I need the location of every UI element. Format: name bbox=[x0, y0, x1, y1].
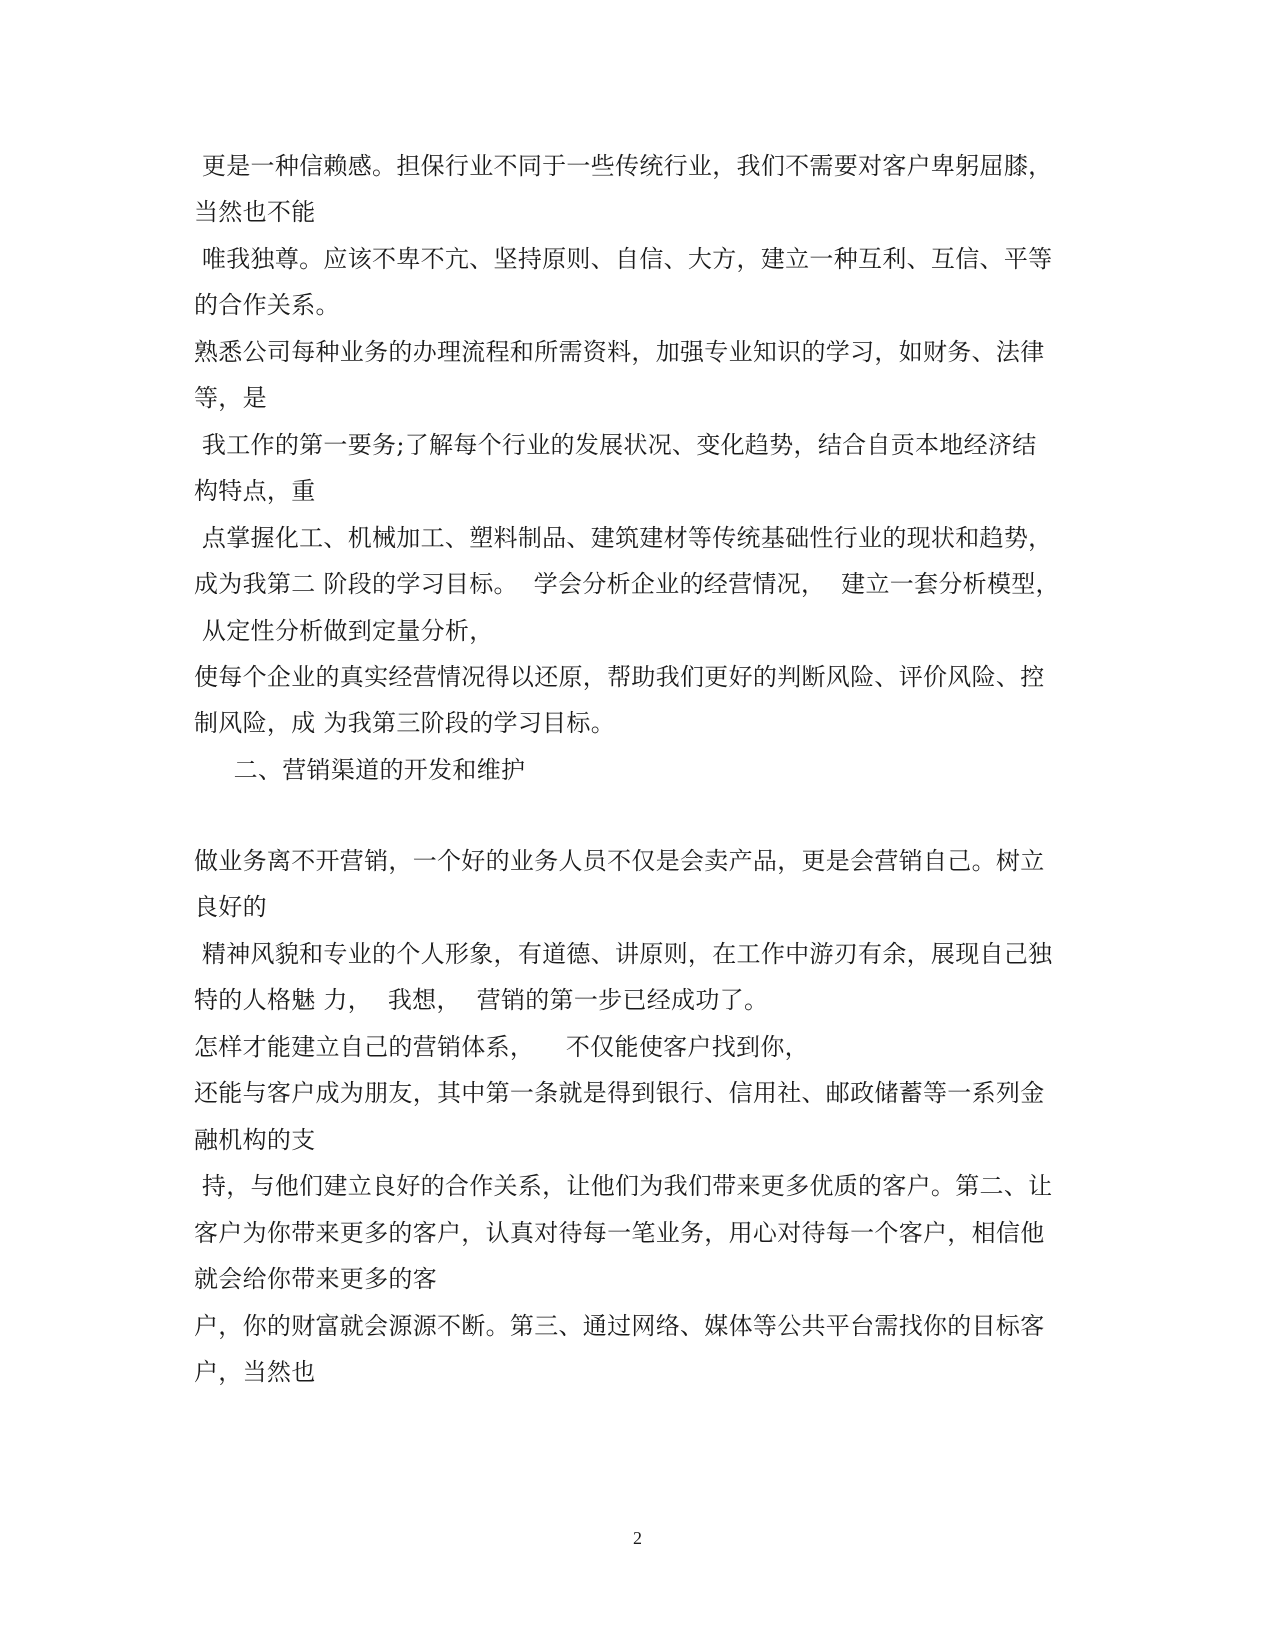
body-text-line: 等，是 bbox=[194, 384, 267, 412]
body-text-line: 特的人格魅 力， 我想， 营销的第一步已经成功了。 bbox=[194, 986, 769, 1014]
body-text-line: 融机构的支 bbox=[194, 1126, 316, 1154]
section-heading: 二、营销渠道的开发和维护 bbox=[194, 756, 526, 784]
page-number: 2 bbox=[633, 1528, 642, 1548]
body-text-line: 使每个企业的真实经营情况得以还原，帮助我们更好的判断风险、评价风险、控 bbox=[194, 663, 1045, 691]
body-text-line: 成为我第二 阶段的学习目标。 学会分析企业的经营情况， 建立一套分析模型， bbox=[194, 570, 1060, 598]
body-text-line: 户，当然也 bbox=[194, 1358, 316, 1386]
body-text-line: 更是一种信赖感。担保行业不同于一些传统行业，我们不需要对客户卑躬屈膝， bbox=[194, 152, 1053, 180]
body-text-line: 还能与客户成为朋友，其中第一条就是得到银行、信用社、邮政储蓄等一系列金 bbox=[194, 1079, 1045, 1107]
body-text-line: 精神风貌和专业的个人形象，有道德、讲原则，在工作中游刃有余，展现自己独 bbox=[194, 940, 1053, 968]
body-text-line: 当然也不能 bbox=[194, 198, 316, 226]
body-text-line: 做业务离不开营销，一个好的业务人员不仅是会卖产品，更是会营销自己。树立 bbox=[194, 847, 1045, 875]
body-text-line: 良好的 bbox=[194, 893, 267, 921]
body-text-line: 客户为你带来更多的客户，认真对待每一笔业务，用心对待每一个客户，相信他 bbox=[194, 1219, 1045, 1247]
body-text-line: 怎样才能建立自己的营销体系， 不仅能使客户找到你， bbox=[194, 1033, 809, 1061]
body-text-line: 从定性分析做到定量分析， bbox=[194, 617, 494, 645]
body-text-line: 熟悉公司每种业务的办理流程和所需资料，加强专业知识的学习，如财务、法律 bbox=[194, 338, 1045, 366]
body-text-line: 制风险，成 为我第三阶段的学习目标。 bbox=[194, 709, 616, 737]
body-text-line: 户，你的财富就会源源不断。第三、通过网络、媒体等公共平台需找你的目标客 bbox=[194, 1312, 1045, 1340]
body-text-line: 持，与他们建立良好的合作关系，让他们为我们带来更多优质的客户。第二、让 bbox=[194, 1172, 1053, 1200]
body-text-line: 点掌握化工、机械加工、塑料制品、建筑建材等传统基础性行业的现状和趋势， bbox=[194, 524, 1053, 552]
body-text-line: 构特点，重 bbox=[194, 477, 316, 505]
body-text-line: 的合作关系。 bbox=[194, 291, 340, 319]
body-text-line: 唯我独尊。应该不卑不亢、坚持原则、自信、大方，建立一种互利、互信、平等 bbox=[194, 245, 1053, 273]
body-text-line: 我工作的第一要务;了解每个行业的发展状况、变化趋势，结合自贡本地经济结 bbox=[194, 431, 1037, 459]
body-text-line: 就会给你带来更多的客 bbox=[194, 1265, 437, 1293]
